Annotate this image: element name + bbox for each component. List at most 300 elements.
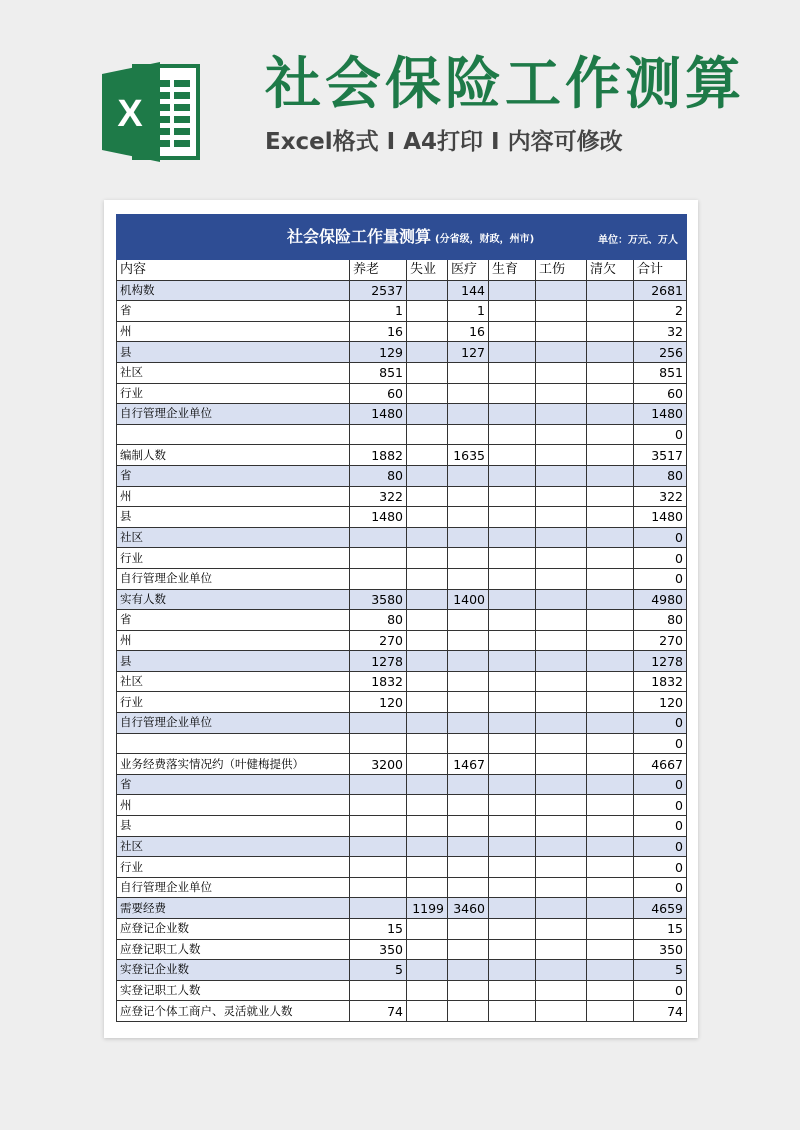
row-label-cell[interactable]: 州: [117, 486, 350, 507]
value-cell[interactable]: [407, 548, 448, 569]
value-cell[interactable]: 15: [350, 919, 407, 940]
value-cell[interactable]: [587, 321, 634, 342]
value-cell[interactable]: [407, 836, 448, 857]
column-header[interactable]: 养老: [350, 260, 407, 281]
total-cell[interactable]: 322: [634, 486, 687, 507]
value-cell[interactable]: [350, 795, 407, 816]
column-header[interactable]: 内容: [117, 260, 350, 281]
total-cell[interactable]: 0: [634, 713, 687, 734]
value-cell[interactable]: [448, 568, 489, 589]
value-cell[interactable]: [587, 610, 634, 631]
row-label-cell[interactable]: 社区: [117, 527, 350, 548]
value-cell[interactable]: [350, 774, 407, 795]
value-cell[interactable]: [407, 362, 448, 383]
total-cell[interactable]: 0: [634, 568, 687, 589]
row-label-cell[interactable]: 州: [117, 795, 350, 816]
value-cell[interactable]: [587, 465, 634, 486]
value-cell[interactable]: [536, 630, 587, 651]
value-cell[interactable]: [587, 342, 634, 363]
total-cell[interactable]: 1480: [634, 404, 687, 425]
value-cell[interactable]: 127: [448, 342, 489, 363]
value-cell[interactable]: [407, 383, 448, 404]
value-cell[interactable]: [489, 630, 536, 651]
value-cell[interactable]: [489, 589, 536, 610]
value-cell[interactable]: 16: [448, 321, 489, 342]
row-label-cell[interactable]: 实有人数: [117, 589, 350, 610]
value-cell[interactable]: [448, 548, 489, 569]
value-cell[interactable]: [448, 671, 489, 692]
value-cell[interactable]: [489, 362, 536, 383]
value-cell[interactable]: [536, 919, 587, 940]
value-cell[interactable]: 1882: [350, 445, 407, 466]
value-cell[interactable]: [407, 774, 448, 795]
value-cell[interactable]: [350, 898, 407, 919]
value-cell[interactable]: [448, 362, 489, 383]
value-cell[interactable]: [587, 733, 634, 754]
value-cell[interactable]: 144: [448, 280, 489, 301]
total-cell[interactable]: 2681: [634, 280, 687, 301]
value-cell[interactable]: [587, 280, 634, 301]
value-cell[interactable]: [536, 548, 587, 569]
value-cell[interactable]: [448, 651, 489, 672]
value-cell[interactable]: [448, 836, 489, 857]
total-cell[interactable]: 74: [634, 1001, 687, 1022]
row-label-cell[interactable]: 社区: [117, 671, 350, 692]
value-cell[interactable]: 1: [448, 301, 489, 322]
row-label-cell[interactable]: 机构数: [117, 280, 350, 301]
value-cell[interactable]: [350, 816, 407, 837]
value-cell[interactable]: [587, 857, 634, 878]
value-cell[interactable]: [587, 671, 634, 692]
value-cell[interactable]: 1467: [448, 754, 489, 775]
value-cell[interactable]: [587, 836, 634, 857]
value-cell[interactable]: [536, 301, 587, 322]
value-cell[interactable]: [536, 795, 587, 816]
value-cell[interactable]: [407, 507, 448, 528]
value-cell[interactable]: [448, 486, 489, 507]
value-cell[interactable]: [536, 486, 587, 507]
row-label-cell[interactable]: 需要经费: [117, 898, 350, 919]
value-cell[interactable]: [448, 774, 489, 795]
row-label-cell[interactable]: 行业: [117, 383, 350, 404]
value-cell[interactable]: [407, 342, 448, 363]
value-cell[interactable]: [407, 1001, 448, 1022]
value-cell[interactable]: 129: [350, 342, 407, 363]
value-cell[interactable]: 851: [350, 362, 407, 383]
value-cell[interactable]: 1480: [350, 507, 407, 528]
value-cell[interactable]: 80: [350, 465, 407, 486]
value-cell[interactable]: [448, 610, 489, 631]
row-label-cell[interactable]: 省: [117, 465, 350, 486]
row-label-cell[interactable]: 行业: [117, 857, 350, 878]
value-cell[interactable]: [587, 589, 634, 610]
total-cell[interactable]: 0: [634, 795, 687, 816]
value-cell[interactable]: [448, 527, 489, 548]
row-label-cell[interactable]: 社区: [117, 362, 350, 383]
total-cell[interactable]: 0: [634, 527, 687, 548]
total-cell[interactable]: 851: [634, 362, 687, 383]
total-cell[interactable]: 80: [634, 610, 687, 631]
value-cell[interactable]: [587, 795, 634, 816]
value-cell[interactable]: [489, 774, 536, 795]
column-header[interactable]: 合计: [634, 260, 687, 281]
value-cell[interactable]: [489, 568, 536, 589]
table-row: [117, 960, 687, 981]
value-cell[interactable]: [489, 816, 536, 837]
total-cell[interactable]: 1278: [634, 651, 687, 672]
value-cell[interactable]: [489, 507, 536, 528]
value-cell[interactable]: [489, 960, 536, 981]
value-cell[interactable]: [587, 630, 634, 651]
value-cell[interactable]: [536, 816, 587, 837]
column-header[interactable]: 失业: [407, 260, 448, 281]
value-cell[interactable]: [536, 713, 587, 734]
value-cell[interactable]: [536, 280, 587, 301]
value-cell[interactable]: [448, 424, 489, 445]
total-cell[interactable]: 4667: [634, 754, 687, 775]
value-cell[interactable]: [489, 939, 536, 960]
total-cell[interactable]: 0: [634, 857, 687, 878]
value-cell[interactable]: [587, 713, 634, 734]
value-cell[interactable]: [489, 445, 536, 466]
row-label-cell[interactable]: 县: [117, 342, 350, 363]
value-cell[interactable]: [407, 445, 448, 466]
value-cell[interactable]: [489, 733, 536, 754]
value-cell[interactable]: 1: [350, 301, 407, 322]
value-cell[interactable]: [536, 527, 587, 548]
value-cell[interactable]: [448, 507, 489, 528]
value-cell[interactable]: [587, 1001, 634, 1022]
row-label-cell[interactable]: 社区: [117, 836, 350, 857]
value-cell[interactable]: [407, 527, 448, 548]
value-cell[interactable]: [448, 816, 489, 837]
value-cell[interactable]: [587, 507, 634, 528]
row-label-cell[interactable]: 县: [117, 816, 350, 837]
value-cell[interactable]: 1832: [350, 671, 407, 692]
value-cell[interactable]: 322: [350, 486, 407, 507]
total-cell[interactable]: 1480: [634, 507, 687, 528]
value-cell[interactable]: [407, 939, 448, 960]
column-header[interactable]: 生育: [489, 260, 536, 281]
value-cell[interactable]: [407, 754, 448, 775]
value-cell[interactable]: [489, 424, 536, 445]
value-cell[interactable]: [448, 877, 489, 898]
value-cell[interactable]: 1400: [448, 589, 489, 610]
value-cell[interactable]: 3200: [350, 754, 407, 775]
value-cell[interactable]: [536, 733, 587, 754]
value-cell[interactable]: 350: [350, 939, 407, 960]
value-cell[interactable]: [407, 568, 448, 589]
row-label-cell[interactable]: 应登记职工人数: [117, 939, 350, 960]
row-label-cell[interactable]: 自行管理企业单位: [117, 568, 350, 589]
value-cell[interactable]: [536, 404, 587, 425]
value-cell[interactable]: [536, 424, 587, 445]
row-label-cell[interactable]: [117, 733, 350, 754]
value-cell[interactable]: [407, 424, 448, 445]
value-cell[interactable]: [536, 1001, 587, 1022]
value-cell[interactable]: [536, 589, 587, 610]
total-cell[interactable]: 3517: [634, 445, 687, 466]
value-cell[interactable]: [536, 671, 587, 692]
value-cell[interactable]: [350, 568, 407, 589]
value-cell[interactable]: [489, 877, 536, 898]
value-cell[interactable]: 120: [350, 692, 407, 713]
value-cell[interactable]: [489, 836, 536, 857]
value-cell[interactable]: [489, 280, 536, 301]
value-cell[interactable]: [489, 527, 536, 548]
total-cell[interactable]: 1832: [634, 671, 687, 692]
row-label-cell[interactable]: 实登记企业数: [117, 960, 350, 981]
value-cell[interactable]: [536, 321, 587, 342]
value-cell[interactable]: [536, 465, 587, 486]
value-cell[interactable]: [587, 919, 634, 940]
value-cell[interactable]: 80: [350, 610, 407, 631]
value-cell[interactable]: [489, 465, 536, 486]
value-cell[interactable]: [536, 857, 587, 878]
value-cell[interactable]: [489, 898, 536, 919]
value-cell[interactable]: [536, 568, 587, 589]
row-label-cell[interactable]: 自行管理企业单位: [117, 404, 350, 425]
value-cell[interactable]: [536, 362, 587, 383]
value-cell[interactable]: [587, 754, 634, 775]
value-cell[interactable]: 1480: [350, 404, 407, 425]
value-cell[interactable]: [489, 754, 536, 775]
value-cell[interactable]: [407, 610, 448, 631]
total-cell[interactable]: 0: [634, 836, 687, 857]
value-cell[interactable]: [407, 857, 448, 878]
value-cell[interactable]: [587, 404, 634, 425]
value-cell[interactable]: 5: [350, 960, 407, 981]
table-row: [117, 939, 687, 960]
value-cell[interactable]: [489, 610, 536, 631]
total-cell[interactable]: 2: [634, 301, 687, 322]
value-cell[interactable]: 60: [350, 383, 407, 404]
value-cell[interactable]: [448, 1001, 489, 1022]
value-cell[interactable]: [448, 630, 489, 651]
total-cell[interactable]: 80: [634, 465, 687, 486]
total-cell[interactable]: 0: [634, 548, 687, 569]
value-cell[interactable]: 16: [350, 321, 407, 342]
value-cell[interactable]: [350, 424, 407, 445]
value-cell[interactable]: [407, 321, 448, 342]
total-cell[interactable]: 0: [634, 816, 687, 837]
value-cell[interactable]: [350, 877, 407, 898]
value-cell[interactable]: [536, 836, 587, 857]
total-cell[interactable]: 0: [634, 733, 687, 754]
value-cell[interactable]: [536, 651, 587, 672]
value-cell[interactable]: [587, 383, 634, 404]
value-cell[interactable]: [536, 939, 587, 960]
value-cell[interactable]: [448, 383, 489, 404]
value-cell[interactable]: [350, 857, 407, 878]
total-cell[interactable]: 256: [634, 342, 687, 363]
value-cell[interactable]: [489, 548, 536, 569]
value-cell[interactable]: [489, 404, 536, 425]
value-cell[interactable]: [448, 692, 489, 713]
value-cell[interactable]: [407, 651, 448, 672]
value-cell[interactable]: [350, 733, 407, 754]
value-cell[interactable]: [448, 795, 489, 816]
value-cell[interactable]: [448, 980, 489, 1001]
value-cell[interactable]: [587, 774, 634, 795]
value-cell[interactable]: [407, 733, 448, 754]
value-cell[interactable]: [536, 610, 587, 631]
value-cell[interactable]: [489, 342, 536, 363]
value-cell[interactable]: [407, 919, 448, 940]
value-cell[interactable]: [587, 960, 634, 981]
total-cell[interactable]: 120: [634, 692, 687, 713]
value-cell[interactable]: [587, 568, 634, 589]
value-cell[interactable]: [489, 1001, 536, 1022]
value-cell[interactable]: [350, 527, 407, 548]
total-cell[interactable]: 0: [634, 877, 687, 898]
value-cell[interactable]: [448, 919, 489, 940]
value-cell[interactable]: [350, 548, 407, 569]
value-cell[interactable]: [536, 507, 587, 528]
value-cell[interactable]: [587, 692, 634, 713]
value-cell[interactable]: [448, 939, 489, 960]
value-cell[interactable]: [407, 630, 448, 651]
row-label-cell[interactable]: [117, 424, 350, 445]
value-cell[interactable]: [407, 280, 448, 301]
value-cell[interactable]: [407, 465, 448, 486]
value-cell[interactable]: [407, 671, 448, 692]
value-cell[interactable]: [407, 795, 448, 816]
value-cell[interactable]: [587, 651, 634, 672]
row-label-cell[interactable]: 省: [117, 610, 350, 631]
value-cell[interactable]: [407, 816, 448, 837]
total-cell[interactable]: 32: [634, 321, 687, 342]
value-cell[interactable]: [536, 754, 587, 775]
column-header[interactable]: 清欠: [587, 260, 634, 281]
row-label-cell[interactable]: 实登记职工人数: [117, 980, 350, 1001]
value-cell[interactable]: [407, 980, 448, 1001]
total-cell[interactable]: 4980: [634, 589, 687, 610]
value-cell[interactable]: [536, 980, 587, 1001]
value-cell[interactable]: [587, 527, 634, 548]
row-label-cell[interactable]: 省: [117, 774, 350, 795]
total-cell[interactable]: 0: [634, 980, 687, 1001]
value-cell[interactable]: [448, 960, 489, 981]
value-cell[interactable]: 74: [350, 1001, 407, 1022]
value-cell[interactable]: [536, 898, 587, 919]
value-cell[interactable]: [536, 342, 587, 363]
value-cell[interactable]: [587, 939, 634, 960]
row-label-cell[interactable]: 自行管理企业单位: [117, 877, 350, 898]
row-label-cell[interactable]: 应登记企业数: [117, 919, 350, 940]
value-cell[interactable]: [489, 919, 536, 940]
value-cell[interactable]: 1199: [407, 898, 448, 919]
value-cell[interactable]: [536, 774, 587, 795]
value-cell[interactable]: [587, 445, 634, 466]
value-cell[interactable]: [587, 816, 634, 837]
value-cell[interactable]: [536, 445, 587, 466]
row-label-cell[interactable]: 州: [117, 630, 350, 651]
column-header[interactable]: 工伤: [536, 260, 587, 281]
value-cell[interactable]: [489, 651, 536, 672]
value-cell[interactable]: [407, 960, 448, 981]
value-cell[interactable]: [407, 877, 448, 898]
value-cell[interactable]: [489, 980, 536, 1001]
value-cell[interactable]: [489, 857, 536, 878]
value-cell[interactable]: [448, 713, 489, 734]
value-cell[interactable]: [587, 486, 634, 507]
value-cell[interactable]: [407, 301, 448, 322]
value-cell[interactable]: 3580: [350, 589, 407, 610]
value-cell[interactable]: [350, 713, 407, 734]
value-cell[interactable]: [536, 383, 587, 404]
value-cell[interactable]: [587, 898, 634, 919]
value-cell[interactable]: [448, 733, 489, 754]
value-cell[interactable]: [489, 671, 536, 692]
value-cell[interactable]: [587, 548, 634, 569]
value-cell[interactable]: [448, 857, 489, 878]
value-cell[interactable]: [350, 980, 407, 1001]
value-cell[interactable]: [536, 960, 587, 981]
row-label-cell[interactable]: 县: [117, 651, 350, 672]
value-cell[interactable]: [587, 424, 634, 445]
table-row: [117, 1001, 687, 1022]
value-cell[interactable]: [448, 404, 489, 425]
value-cell[interactable]: [489, 321, 536, 342]
value-cell[interactable]: [489, 692, 536, 713]
row-label-cell[interactable]: 县: [117, 507, 350, 528]
value-cell[interactable]: 1635: [448, 445, 489, 466]
value-cell[interactable]: [350, 836, 407, 857]
row-label-cell[interactable]: 应登记个体工商户、灵活就业人数: [117, 1001, 350, 1022]
row-label-cell[interactable]: 州: [117, 321, 350, 342]
value-cell[interactable]: [407, 486, 448, 507]
value-cell[interactable]: [587, 980, 634, 1001]
value-cell[interactable]: 1278: [350, 651, 407, 672]
total-cell[interactable]: 0: [634, 774, 687, 795]
row-label-cell[interactable]: 业务经费落实情况约（叶健梅提供）: [117, 754, 350, 775]
total-cell[interactable]: 5: [634, 960, 687, 981]
value-cell[interactable]: [536, 877, 587, 898]
value-cell[interactable]: [489, 486, 536, 507]
value-cell[interactable]: [489, 713, 536, 734]
value-cell[interactable]: [448, 465, 489, 486]
value-cell[interactable]: [407, 589, 448, 610]
row-label-cell[interactable]: 省: [117, 301, 350, 322]
total-cell[interactable]: 60: [634, 383, 687, 404]
value-cell[interactable]: [536, 692, 587, 713]
total-cell[interactable]: 15: [634, 919, 687, 940]
value-cell[interactable]: [489, 795, 536, 816]
value-cell[interactable]: 3460: [448, 898, 489, 919]
row-label-cell[interactable]: 行业: [117, 548, 350, 569]
value-cell[interactable]: [489, 301, 536, 322]
value-cell[interactable]: [587, 362, 634, 383]
total-cell[interactable]: 0: [634, 424, 687, 445]
value-cell[interactable]: 270: [350, 630, 407, 651]
total-cell[interactable]: 270: [634, 630, 687, 651]
total-cell[interactable]: 4659: [634, 898, 687, 919]
row-label-cell[interactable]: 行业: [117, 692, 350, 713]
row-label-cell[interactable]: 编制人数: [117, 445, 350, 466]
value-cell[interactable]: [489, 383, 536, 404]
column-header[interactable]: 医疗: [448, 260, 489, 281]
value-cell[interactable]: [407, 404, 448, 425]
value-cell[interactable]: [407, 692, 448, 713]
value-cell[interactable]: 2537: [350, 280, 407, 301]
value-cell[interactable]: [407, 713, 448, 734]
row-label-cell[interactable]: 自行管理企业单位: [117, 713, 350, 734]
total-cell[interactable]: 350: [634, 939, 687, 960]
value-cell[interactable]: [587, 301, 634, 322]
spreadsheet-table: [116, 214, 687, 1022]
value-cell[interactable]: [587, 877, 634, 898]
